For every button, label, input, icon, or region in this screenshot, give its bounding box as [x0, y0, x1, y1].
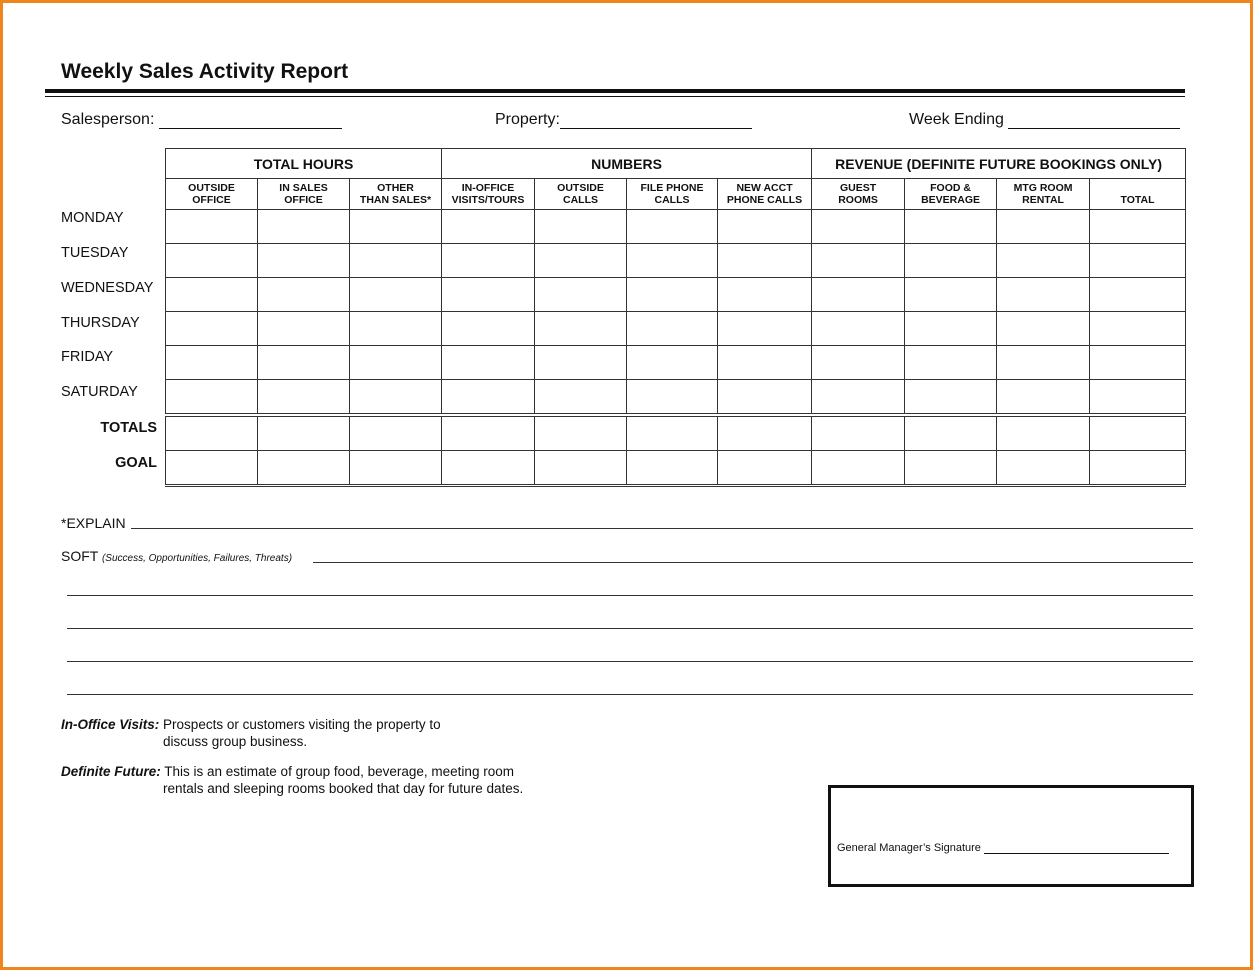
- soft-label: SOFT: [61, 548, 99, 564]
- table-cell[interactable]: [905, 346, 997, 380]
- table-cell[interactable]: [1090, 415, 1186, 451]
- table-cell[interactable]: [997, 278, 1090, 312]
- table-cell[interactable]: [627, 346, 718, 380]
- signature-field: [837, 842, 1169, 854]
- table-cell[interactable]: [442, 210, 535, 244]
- table-cell[interactable]: [905, 451, 997, 486]
- table-cell[interactable]: [905, 244, 997, 278]
- table-cell[interactable]: [1090, 278, 1186, 312]
- table-cell[interactable]: [350, 210, 442, 244]
- notes-line-3[interactable]: [67, 661, 1193, 662]
- definite-future-text-2: rentals and sleeping rooms booked that day for future dates.: [163, 781, 524, 796]
- page-title: Weekly Sales Activity Report: [61, 60, 349, 83]
- table-cell[interactable]: [905, 278, 997, 312]
- table-cell[interactable]: [166, 380, 258, 416]
- table-cell[interactable]: [535, 380, 627, 416]
- table-cell[interactable]: [1090, 346, 1186, 380]
- table-cell[interactable]: [535, 244, 627, 278]
- group-header-numbers: NUMBERS: [442, 149, 812, 179]
- table-cell[interactable]: [627, 244, 718, 278]
- row-label-saturday: SATURDAY: [61, 384, 138, 400]
- table-cell[interactable]: [1090, 312, 1186, 346]
- table-row-goal: [166, 451, 1186, 486]
- column-header-outside-calls: OUTSIDE CALLS: [535, 179, 627, 210]
- table-cell[interactable]: [997, 415, 1090, 451]
- table-cell[interactable]: [258, 380, 350, 416]
- table-cell[interactable]: [535, 210, 627, 244]
- table-row-saturday: [166, 380, 1186, 416]
- signature-input-line[interactable]: [984, 842, 1169, 854]
- table-cell[interactable]: [258, 312, 350, 346]
- table-cell[interactable]: [535, 312, 627, 346]
- column-header-in-office-visits: IN-OFFICE VISITS/TOURS: [442, 179, 535, 210]
- table-row-monday: [166, 210, 1186, 244]
- table-cell[interactable]: [905, 380, 997, 416]
- signature-label: General Manager’s Signature: [837, 842, 981, 854]
- in-office-text-1: Prospects or customers visiting the property to: [163, 717, 441, 732]
- table-cell[interactable]: [535, 451, 627, 486]
- table-cell[interactable]: [905, 312, 997, 346]
- column-header-other-than-sales: OTHER THAN SALES*: [350, 179, 442, 210]
- table-cell[interactable]: [627, 415, 718, 451]
- title-rule-thin: [45, 96, 1185, 97]
- definite-future-definition: [61, 763, 514, 780]
- table-cell[interactable]: [997, 244, 1090, 278]
- table-cell[interactable]: [627, 312, 718, 346]
- title-rule-thick: [45, 89, 1185, 93]
- column-header-total: TOTAL: [1090, 179, 1186, 210]
- table-cell[interactable]: [997, 210, 1090, 244]
- table-cell[interactable]: [166, 346, 258, 380]
- table-cell[interactable]: [442, 346, 535, 380]
- column-header-mtg-room-rental: MTG ROOM RENTAL: [997, 179, 1090, 210]
- in-office-definition: [61, 716, 441, 733]
- table-cell[interactable]: [718, 312, 812, 346]
- table-cell[interactable]: [442, 380, 535, 416]
- explain-label: *EXPLAIN: [61, 515, 126, 531]
- table-cell[interactable]: [997, 346, 1090, 380]
- row-label-monday: MONDAY: [61, 210, 124, 226]
- column-header-guest-rooms: GUEST ROOMS: [812, 179, 905, 210]
- table-cell[interactable]: [1090, 451, 1186, 486]
- column-header-outside-office: OUTSIDE OFFICE: [166, 179, 258, 210]
- table-cell[interactable]: [258, 451, 350, 486]
- table-cell[interactable]: [1090, 244, 1186, 278]
- table-cell[interactable]: [905, 415, 997, 451]
- table-cell[interactable]: [905, 210, 997, 244]
- table-cell[interactable]: [812, 346, 905, 380]
- table-cell[interactable]: [718, 210, 812, 244]
- week-ending-input-line[interactable]: [1008, 112, 1180, 129]
- signature-box: [828, 785, 1194, 887]
- table-cell[interactable]: [812, 244, 905, 278]
- table-cell[interactable]: [350, 244, 442, 278]
- table-cell[interactable]: [258, 244, 350, 278]
- table-cell[interactable]: [166, 415, 258, 451]
- table-cell[interactable]: [350, 346, 442, 380]
- row-label-friday: FRIDAY: [61, 349, 114, 365]
- explain-input-line[interactable]: [131, 528, 1193, 529]
- row-label-wednesday: WEDNESDAY: [61, 280, 154, 296]
- soft-field: [61, 548, 292, 564]
- table-cell[interactable]: [350, 278, 442, 312]
- row-label-tuesday: TUESDAY: [61, 245, 129, 261]
- activity-table: [165, 148, 1186, 487]
- table-cell[interactable]: [1090, 210, 1186, 244]
- table-cell[interactable]: [258, 346, 350, 380]
- table-cell[interactable]: [997, 380, 1090, 416]
- table-cell[interactable]: [535, 278, 627, 312]
- soft-input-line[interactable]: [313, 562, 1193, 563]
- table-cell[interactable]: [812, 278, 905, 312]
- table-cell[interactable]: [812, 380, 905, 416]
- table-cell[interactable]: [812, 312, 905, 346]
- salesperson-field: [61, 111, 342, 129]
- row-label-thursday: THURSDAY: [61, 315, 140, 331]
- table-row-thursday: [166, 312, 1186, 346]
- table-cell[interactable]: [718, 451, 812, 486]
- table-cell[interactable]: [350, 415, 442, 451]
- salesperson-input-line[interactable]: [159, 112, 342, 129]
- table-cell[interactable]: [442, 451, 535, 486]
- table-cell[interactable]: [627, 380, 718, 416]
- property-label: Property:: [495, 111, 560, 128]
- table-cell[interactable]: [442, 278, 535, 312]
- table-cell[interactable]: [627, 210, 718, 244]
- table-cell[interactable]: [718, 346, 812, 380]
- table-cell[interactable]: [166, 451, 258, 486]
- table-cell[interactable]: [166, 210, 258, 244]
- table-cell[interactable]: [166, 244, 258, 278]
- notes-line-1[interactable]: [67, 595, 1193, 596]
- table-cell[interactable]: [535, 415, 627, 451]
- table-cell[interactable]: [442, 312, 535, 346]
- table-row-tuesday: [166, 244, 1186, 278]
- table-cell[interactable]: [350, 380, 442, 416]
- week-ending-field: [909, 111, 1180, 129]
- table-cell[interactable]: [997, 312, 1090, 346]
- week-ending-label: Week Ending: [909, 111, 1004, 128]
- table-cell[interactable]: [627, 278, 718, 312]
- table-cell[interactable]: [812, 415, 905, 451]
- property-input-line[interactable]: [560, 112, 752, 129]
- row-label-totals: TOTALS: [100, 420, 157, 436]
- table-cell[interactable]: [166, 312, 258, 346]
- column-header-in-sales-office: IN SALES OFFICE: [258, 179, 350, 210]
- table-cell[interactable]: [812, 210, 905, 244]
- table-cell[interactable]: [535, 346, 627, 380]
- group-header-total-hours: TOTAL HOURS: [166, 149, 442, 179]
- salesperson-label: Salesperson:: [61, 111, 155, 128]
- table-cell[interactable]: [166, 278, 258, 312]
- table-cell[interactable]: [258, 278, 350, 312]
- table-cell[interactable]: [718, 278, 812, 312]
- table-cell[interactable]: [442, 415, 535, 451]
- row-label-goal: GOAL: [115, 455, 157, 471]
- column-header-new-acct-phone-calls: NEW ACCT PHONE CALLS: [718, 179, 812, 210]
- column-header-food-beverage: FOOD & BEVERAGE: [905, 179, 997, 210]
- table-cell[interactable]: [258, 210, 350, 244]
- table-cell[interactable]: [258, 415, 350, 451]
- table-cell[interactable]: [718, 380, 812, 416]
- property-field: [495, 111, 752, 129]
- table-cell[interactable]: [997, 451, 1090, 486]
- table-cell[interactable]: [627, 451, 718, 486]
- group-header-revenue: REVENUE (DEFINITE FUTURE BOOKINGS ONLY): [812, 149, 1186, 179]
- table-row-wednesday: [166, 278, 1186, 312]
- table-cell[interactable]: [718, 415, 812, 451]
- table-cell[interactable]: [350, 451, 442, 486]
- table-cell[interactable]: [812, 451, 905, 486]
- definite-future-term: Definite Future:: [61, 764, 161, 779]
- notes-line-4[interactable]: [67, 694, 1193, 695]
- table-row-totals: [166, 415, 1186, 451]
- table-cell[interactable]: [350, 312, 442, 346]
- notes-line-2[interactable]: [67, 628, 1193, 629]
- table-cell[interactable]: [442, 244, 535, 278]
- column-header-file-phone-calls: FILE PHONE CALLS: [627, 179, 718, 210]
- in-office-term: In-Office Visits:: [61, 717, 160, 732]
- table-cell[interactable]: [718, 244, 812, 278]
- definite-future-text-1: This is an estimate of group food, beverage, meeting room: [164, 764, 514, 779]
- table-row-friday: [166, 346, 1186, 380]
- soft-hint: (Success, Opportunities, Failures, Threats): [101, 553, 293, 564]
- table-cell[interactable]: [1090, 380, 1186, 416]
- in-office-text-2: discuss group business.: [163, 734, 308, 749]
